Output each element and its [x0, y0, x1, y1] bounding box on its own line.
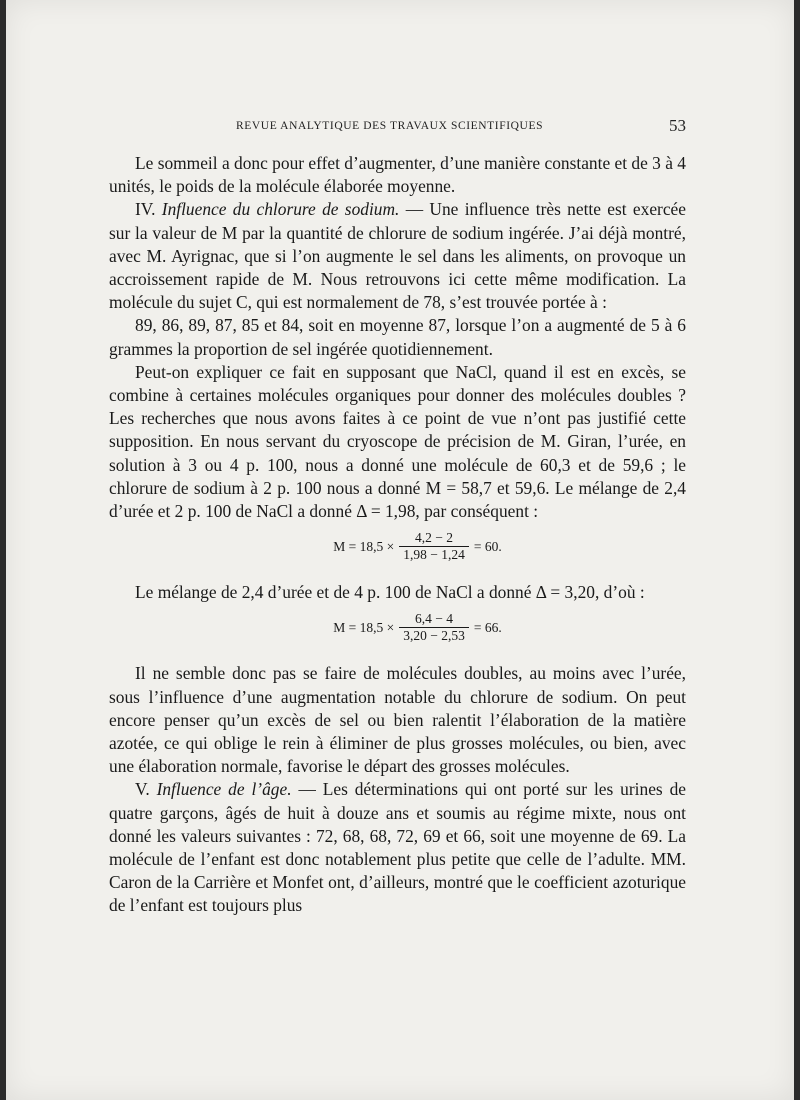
page-number: 53	[669, 116, 686, 135]
formula-1-denominator: 1,98 − 1,24	[399, 546, 469, 563]
paragraph-sleep-effect: Le sommeil a donc pour effet d’augmenter, d’une manière constante et de 3 à 4 unités, le poids de la molécule élaborée moyenne.	[109, 153, 686, 197]
section-number: V.	[135, 779, 157, 800]
formula-1-fraction	[399, 530, 469, 563]
paragraph-age-influence	[109, 778, 686, 917]
body-text	[109, 152, 686, 918]
section-title-sodium: Influence du chlorure de sodium.	[161, 199, 400, 220]
section-number: IV.	[135, 199, 162, 220]
formula-1-rhs: = 60.	[473, 538, 502, 554]
paragraph-mixture: Le mélange de 2,4 d’urée et de 4 p. 100 de NaCl a donné Δ = 3,20, d’où :	[135, 582, 645, 603]
paragraph-sodium-influence	[109, 198, 686, 314]
formula-1-numerator: 4,2 − 2	[415, 529, 454, 545]
running-title: REVUE ANALYTIQUE DES TRAVAUX SCIENTIFIQUES	[236, 120, 544, 132]
formula-2-fraction	[399, 611, 469, 644]
section-title-age: Influence de l’âge.	[156, 779, 292, 800]
formula-2	[149, 604, 686, 650]
formula-1-lhs: M = 18,5 ×	[333, 538, 395, 554]
paragraph-text: — Les déterminations qui ont porté sur les urines de quatre garçons, âgés de huit à douze ans et soumis au régime mixte, nous ont donné les valeurs suivantes : 72, 68, 68, 72, 69 et 66, soit une moyenne de 69. La molécule de l’enfant est donc notablement plus petite que celle de l’adulte. MM. Caron de la Carrière et Monfet ont, d’ailleurs, montré que le coefficient azoturique de l’enfant est toujours plus	[109, 779, 686, 916]
formula-2-rhs: = 66.	[473, 619, 502, 635]
formula-1	[149, 523, 686, 569]
paragraph-double-molecules: Peut-on expliquer ce fait en supposant que NaCl, quand il est en excès, se combine à certaines molécules organiques pour donner des molécules doubles ? Les recherches que nous avons faites à ce point de vue n’ont pas justifié cette supposition. En nous servant du cryoscope de précision de M. Giran, l’urée, en solution à 3 ou 4 p. 100, nous a donné une molécule de 60,3 et de 59,6 ; le chlorure de sodium à 2 p. 100 nous a donné M = 58,7 et 59,6. Le mélange de 2,4 d’urée et 2 p. 100 de NaCl a donné Δ = 1,98, par conséquent :	[109, 361, 686, 522]
formula-2-lhs: M = 18,5 ×	[333, 619, 395, 635]
page-header	[106, 116, 686, 140]
paragraph-conclusion: Il ne semble donc pas se faire de molécules doubles, au moins avec l’urée, sous l’influence d’une augmentation notable du chlorure de sodium. On peut encore penser qu’un excès de sel ou bien ralentit l’élaboration de la matière azotée, ce qui oblige le rein à éliminer de plus grosses molécules, ou bien, avec une élaboration normale, favorise le départ des grosses molécules.	[109, 663, 686, 777]
document-page	[6, 0, 794, 1100]
formula-2-denominator: 3,20 − 2,53	[399, 627, 469, 644]
paragraph-values: 89, 86, 89, 87, 85 et 84, soit en moyenne 87, lorsque l’on a augmenté de 5 à 6 grammes la proportion de sel ingérée quotidiennement.	[109, 315, 686, 359]
paragraph-text: — Une influence très nette est exercée sur la valeur de M par la quantité de chlorure de sodium ingérée. J’ai déjà montré, avec M. Ayrignac, que si l’on augmente le sel dans les aliments, on provoque un accroissement rapide de M. Nous retrouvons ici cette même modification. La molécule du sujet C, qui est normalement de 78, s’est trouvée portée à :	[109, 199, 686, 313]
formula-2-numerator: 6,4 − 4	[415, 610, 454, 626]
